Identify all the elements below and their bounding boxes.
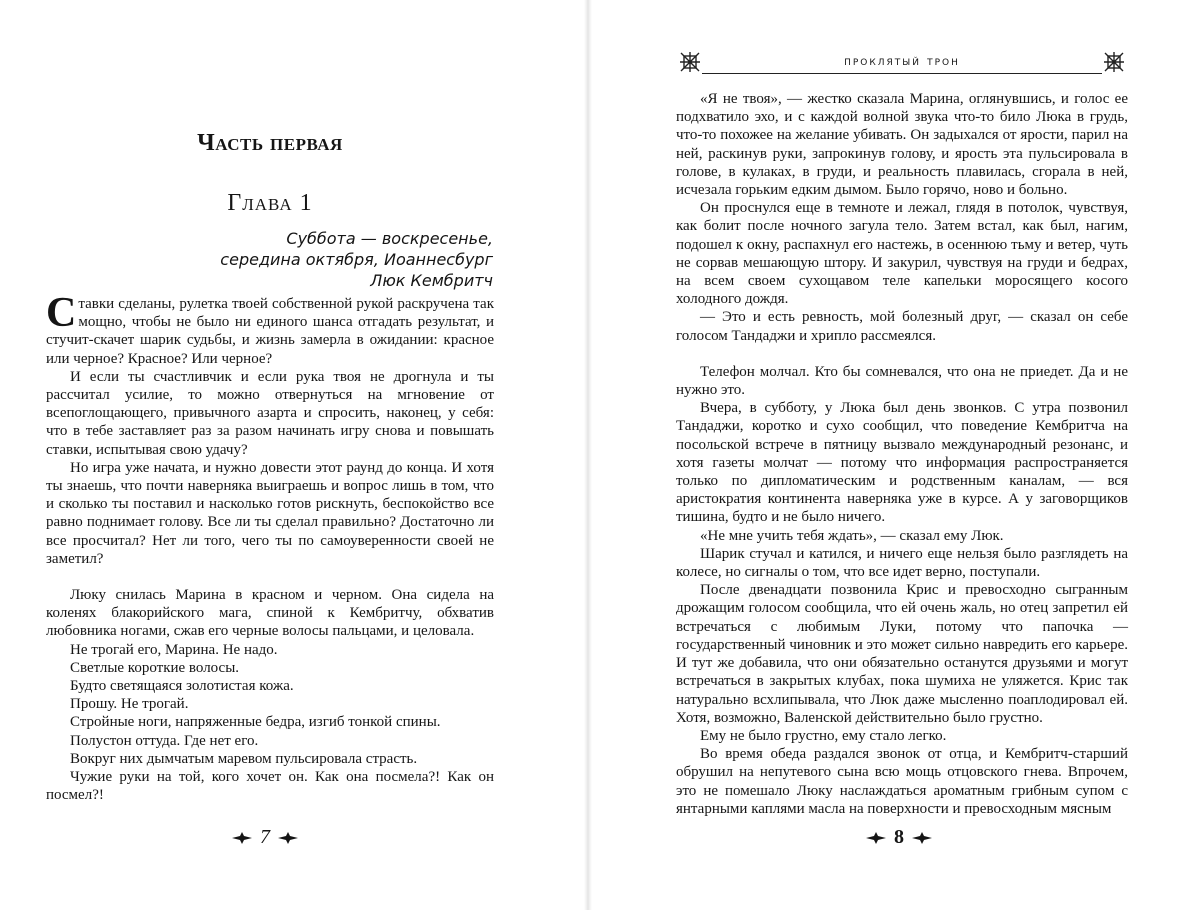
- ornament-star-icon: [278, 832, 298, 844]
- epigraph-line: Суббота — воскресенье,: [286, 229, 493, 248]
- epigraph-line: Люк Кембритч: [370, 271, 493, 290]
- paragraph: Чужие руки на той, кого хочет он. Как она посмела?! Как он посмел?!: [46, 769, 494, 804]
- right-page-body: [676, 90, 1128, 818]
- left-page-body: [46, 290, 494, 804]
- book-gutter: [584, 0, 592, 910]
- running-head-rule: [702, 73, 1102, 74]
- drop-cap: С: [46, 290, 77, 336]
- running-head: [676, 50, 1128, 76]
- paragraph: Светлые короткие волосы.: [70, 659, 240, 676]
- chapter-title: Глава 1: [227, 190, 313, 216]
- ornament-star-icon: [232, 832, 252, 844]
- chapter-epigraph: [173, 228, 493, 291]
- paragraph: Во время обеда раздался звонок от отца, и Кембритч-старший обрушил на непутевого сына всю мощь отцовского гнева. Впрочем, это не помешало Люку наслаждаться ароматным грибным супом с янтарными каплями масла на поверхности и превосходным мясным: [676, 746, 1128, 817]
- part-title: Часть первая: [197, 130, 343, 156]
- epigraph-line: середина октября, Иоаннесбург: [220, 250, 493, 269]
- paragraph: — Это и есть ревность, мой болезный друг, — сказал он себе голосом Тандаджи и хрипло рассмеялся.: [676, 309, 1128, 344]
- page-number: 7: [260, 826, 270, 848]
- page-number: 8: [894, 826, 904, 848]
- paragraph: Полустон оттуда. Где нет его.: [70, 732, 259, 749]
- paragraph: Он проснулся еще в темноте и лежал, глядя в потолок, чувствуя, как болит после ночного загула тело. Затем встал, как был, нагим, подошел к окну, распахнул его настежь, в осеннюю тьму и ветер, чуть не сорвав мешающую штору. И закурил, чувствуя на груди и бедрах, на всем своем сухощавом теле капельки моросящего косого холодного дождя.: [676, 200, 1128, 308]
- paragraph: После двенадцати позвонила Крис и превосходно сыгранным дрожащим голосом сообщила, что ей очень жаль, но отец запретил ей встречаться с любимым Луки, потому что папочка — государственный чиновник и это может сильно навредить его карьере. И тут же добавила, что они обязательно останутся друзьями и могут встречаться в закрытых клубах, пока шумиха не уляжется. Крис так натурально всхлипывала, что Люк даже мысленно поаплодировал ей. Хотя, возможно, Валенской действительно было грустно.: [676, 582, 1128, 726]
- running-head-title: проклятый трон: [844, 54, 960, 69]
- ornament-star-icon: [866, 832, 886, 844]
- paragraph: [46, 290, 494, 368]
- paragraph: «Я не твоя», — жестко сказала Марина, оглянувшись, и голос ее подхватило эхо, и с каждой волной звука что-то било Люка в грудь, что-то похожее на желание убивать. Он задыхался от ярости, парил на ней, раскинув руки, запрокинув голову, и ярость эта пульсировала в голове, в кулаках, в груди, и реальность плавилась, сгорала в ней, исчезала горьким едким дымом. Было горячо, ново и больно.: [676, 91, 1128, 199]
- paragraph: Прошу. Не трогай.: [70, 696, 189, 713]
- paragraph: Люку снилась Марина в красном и черном. Она сидела на коленях блакорийского мага, спиной к Кембритчу, обхватив любовника ногами, сжав его черные волосы пальцами, и целовала.: [46, 587, 494, 640]
- paragraph: Стройные ноги, напряженные бедра, изгиб тонкой спины.: [70, 714, 441, 731]
- page-number-left: [232, 826, 298, 849]
- paragraph: Телефон молчал. Кто бы сомневался, что она не приедет. Да и не нужно это.: [676, 363, 1128, 399]
- celtic-knot-icon: [1102, 50, 1126, 74]
- paragraph: «Не мне учить тебя ждать», — сказал ему Люк.: [700, 527, 1004, 544]
- paragraph: Будто светящаяся золотистая кожа.: [70, 678, 294, 695]
- paragraph: Но игра уже начата, и нужно довести этот раунд до конца. И хотя ты знаешь, что почти наверняка выиграешь и вопрос лишь в том, что и сколько ты поставил и насколько готов рискнуть, беспокойство все равно поднимает голову. Все ли ты сделал правильно? Достаточно ли все просчитал? Нет ли того, чего ты по самоуверенности своей не заметил?: [46, 459, 494, 567]
- page-number-right: [866, 826, 932, 849]
- paragraph-text: тавки сделаны, рулетка твоей собственной рукой раскручена так мощно, чтобы не было ни единого шанса отгадать результат, и стучит-скачет шарик судьбы, и жизнь замерла в ожидании: красное или черное? Красное? Или черное?: [46, 296, 494, 367]
- paragraph: Шарик стучал и катился, и ничего еще нельзя было разглядеть на колесе, но сигналы о том, что все идет верно, поступали.: [676, 545, 1128, 581]
- paragraph: Вчера, в субботу, у Люка был день звонков. С утра позвонил Тандаджи, коротко и сухо сообщил, что поведение Кембритча на посольской встрече в пятницу вызвало международный резонанс, и хотя газеты молчат — потому что информация распространяется только по дипломатическим и родственным каналам, — вся аристократия континента наверняка уже в курсе. А у заговорщиков тишина, будто и не было ничего.: [676, 400, 1128, 526]
- paragraph: Не трогай его, Марина. Не надо.: [70, 641, 278, 658]
- paragraph: И если ты счастливчик и если рука твоя не дрогнула и ты рассчитал усилие, то можно отвернуться на мгновение от всепоглощающего, привычного азарта и спросить, наконец, у себя: что в тебе заставляет раз за разом начинать игру снова и повышать ставки, испытывая свою удачу?: [46, 368, 494, 458]
- paragraph: Вокруг них дымчатым маревом пульсировала страсть.: [70, 750, 418, 767]
- ornament-star-icon: [912, 832, 932, 844]
- paragraph: Ему не было грустно, ему стало легко.: [700, 727, 947, 744]
